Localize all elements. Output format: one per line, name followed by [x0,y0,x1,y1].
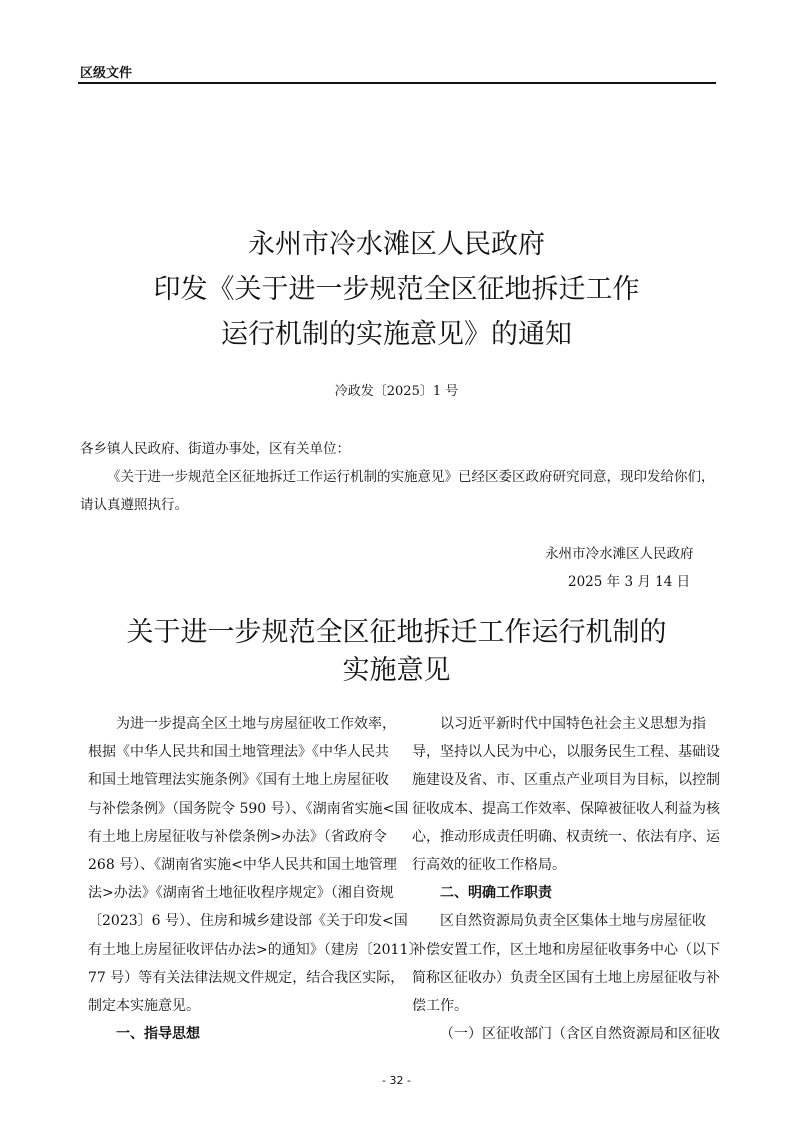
section-heading: 二、明确工作职责 [440,885,552,902]
signature-date: 2025 年 3 月 14 日 [568,574,691,590]
paragraph-line: 制定本实施意见。 [88,997,200,1014]
notice-title-line: 印发《关于进一步规范全区征地拆迁工作 [153,274,640,305]
paragraph-line: 征收成本、提高工作效率、保障被征收人利益为核 [412,800,720,817]
paragraph-line: 有土地上房屋征收评估办法>的通知》（建房〔2011〕 [88,941,423,958]
header-divider [78,82,716,84]
notice-title-line: 永州市冷水滩区人民政府 [248,229,545,260]
paragraph-line: 〔2023〕6 号）、住房和城乡建设部《关于印发<国 [88,913,408,930]
paragraph-line: 心，推动形成责任明确、权责统一、依法有序、运 [412,828,720,845]
notice-title [0,222,793,357]
paragraph-line: 根据《中华人民共和国土地管理法》《中华人民共 [88,744,389,761]
paragraph-line: 施建设及省、市、区重点产业项目为目标，以控制 [412,772,720,789]
opinion-title-line: 关于进一步规范全区征地拆迁工作运行机制的 [126,617,667,648]
paragraph-line: 268 号）、《湖南省实施<中华人民共和国土地管理 [88,856,397,873]
paragraph-line: 有土地上房屋征收与补偿条例>办法》（省政府令 [88,828,387,845]
addressee: 各乡镇人民政府、街道办事处，区有关单位： [80,441,350,457]
paragraph-line: 以习近平新时代中国特色社会主义思想为指 [440,716,706,732]
paragraph-line: 补偿安置工作，区土地和房屋征收事务中心（以下 [412,941,720,958]
notice-body-line: 请认真遵照执行。 [80,497,188,513]
document-number: 冷政发〔2025〕1 号 [334,384,459,399]
signature-org: 永州市冷水滩区人民政府 [545,546,694,562]
notice-body-line: 《关于进一步规范全区征地拆迁工作运行机制的实施意见》已经区委区政府研究同意，现印发给你们， [107,469,715,485]
section-header-label: 区级文件 [80,66,133,81]
paragraph-line: 简称区征收办）负责全区国有土地上房屋征收与补 [412,969,720,986]
paragraph-line: （一）区征收部门（含区自然资源局和区征收 [440,1026,720,1043]
paragraph-line: 和国土地管理法实施条例》《国有土地上房屋征收 [88,772,389,789]
right-column [412,710,720,1048]
notice-title-line: 运行机制的实施意见》的通知 [221,319,572,350]
paragraph-line: 区自然资源局负责全区集体土地与房屋征收 [440,913,706,930]
paragraph-line: 导，坚持以人民为中心，以服务民生工程、基础设 [412,744,720,761]
left-column [88,710,423,1048]
opinion-title-line: 实施意见 [342,655,451,686]
opinion-title [0,614,793,690]
paragraph-line: 偿工作。 [412,997,468,1014]
paragraph-line: 为进一步提高全区土地与房屋征收工作效率， [116,716,396,732]
paragraph-line: 法>办法》《湖南省土地征收程序规定》（湘自资规 [88,885,394,902]
paragraph-line: 77 号）等有关法律法规文件规定，结合我区实际， [88,969,405,986]
paragraph-line: 与补偿条例》（国务院令 590 号）、《湖南省实施<国 [88,800,409,817]
page-number: - 32 - [382,1074,411,1087]
paragraph-line: 行高效的征收工作格局。 [412,856,566,873]
section-heading: 一、指导思想 [116,1026,200,1043]
